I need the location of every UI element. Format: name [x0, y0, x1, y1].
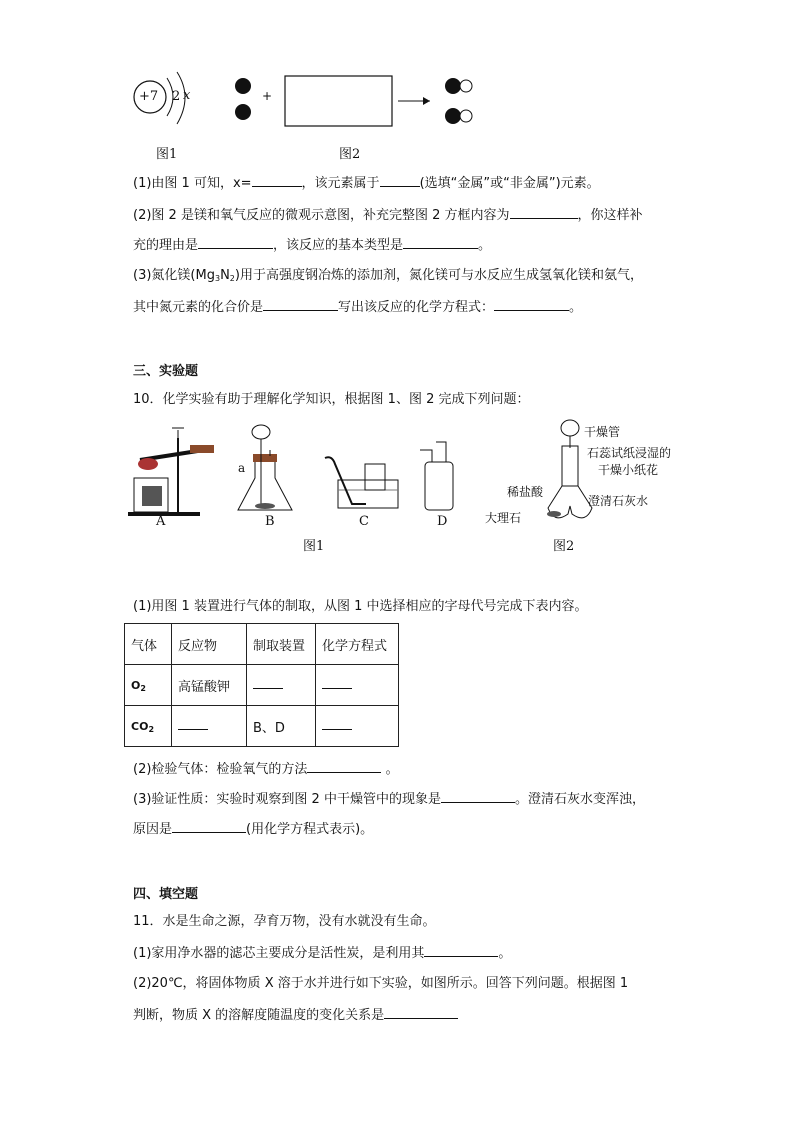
table-row [125, 706, 399, 747]
plus-sign: + [262, 89, 273, 103]
q11-part1: (1)家用净水器的滤芯主要成分是活性炭，是利用其 。 [133, 946, 512, 961]
table-header-cell: 制取装置 [247, 624, 316, 665]
equation-blank-cell[interactable] [316, 665, 399, 706]
gas-preparation-table [124, 623, 399, 747]
blank-equation-o2[interactable] [322, 678, 352, 689]
mgo-o-atom-2 [460, 110, 472, 122]
mg-atom-1 [235, 78, 251, 94]
figure2-caption-top: 图2 [339, 147, 361, 162]
blank-limewater-equation[interactable] [172, 820, 246, 833]
blank-device-o2[interactable] [253, 678, 283, 689]
blank-reactant-co2[interactable] [178, 719, 208, 730]
mgo-mg-atom-2 [445, 108, 461, 124]
apparatus-b [238, 425, 292, 510]
apparatus-label-b: B [265, 514, 275, 529]
figure1-caption: 图1 [303, 539, 325, 554]
table-row [125, 665, 399, 706]
blank-equation-q9[interactable] [494, 298, 569, 311]
blank-element-type[interactable] [380, 174, 420, 187]
label-litmus-paper-1: 石蕊试纸浸湿的 [587, 446, 672, 460]
blank-equation-co2[interactable] [322, 719, 352, 730]
q11-intro: 11．水是生命之源，孕育万物，没有水就没有生命。 [133, 914, 436, 929]
blank-valence[interactable] [263, 298, 338, 311]
device-blank-cell[interactable] [247, 665, 316, 706]
q10-part2: (2)检验气体：检验氧气的方法 。 [133, 762, 399, 777]
reactant-cell: 高锰酸钾 [172, 665, 247, 706]
label-dryer-tube: 干燥管 [584, 425, 621, 439]
gas-cell: $CO_2$ [125, 706, 172, 747]
figure1-caption-top: 图1 [156, 147, 178, 162]
apparatus-pointer-a: a [238, 461, 246, 475]
q9-line-3: 充的理由是 ，该反应的基本类型是 。 [133, 238, 492, 253]
equation-blank-cell[interactable] [316, 706, 399, 747]
blank-box-content[interactable] [510, 206, 578, 219]
shell-electrons-first: 2 [172, 89, 181, 104]
apparatus-label-d: D [437, 514, 448, 529]
q10-part1: (1)用图 1 装置进行气体的制取，从图 1 中选择相应的字母代号完成下表内容。 [133, 599, 588, 614]
table-header-cell: 气体 [125, 624, 172, 665]
blank-observation[interactable] [441, 790, 515, 803]
q9-line-2: (2)图 2 是镁和氧气反应的微观示意图，补充完整图 2 方框内容为 ，你这样补 [133, 208, 643, 223]
gas-cell: $O_2$ [125, 665, 172, 706]
q10-intro: 10．化学实验有助于理解化学知识，根据图 1、图 2 完成下列问题： [133, 392, 530, 407]
mgo-o-atom-1 [460, 80, 472, 92]
table-header-cell: 反应物 [172, 624, 247, 665]
q10-part3: (3)验证性质：实验时观察到图 2 中干燥管中的现象是 。澄清石灰水变浑浊， [133, 792, 645, 807]
blank-reaction-type[interactable] [403, 236, 478, 249]
blank-activated-carbon[interactable] [424, 944, 498, 957]
apparatus-label-a: A [156, 514, 166, 529]
q9-line-1: (1)由图 1 可知，x= ，该元素属于 (选填“金属”或“非金属”)元素。 [133, 176, 600, 191]
blank-reason[interactable] [198, 236, 273, 249]
apparatus-d [420, 442, 453, 510]
section4-title: 四、填空题 [133, 887, 199, 902]
apparatus-figure-1 [120, 420, 470, 525]
q11-part3: 判断，物质 X 的溶解度随温度的变化关系是 [133, 1006, 458, 1024]
q9-line-4: (3)氮化镁$(Mg_3N_2)$用于高强度钢冶炼的添加剂，氮化镁可与水反应生成氢氧化镁和氨气， [133, 268, 643, 283]
reactant-blank-cell[interactable] [172, 706, 247, 747]
label-limewater: 澄清石灰水 [588, 494, 649, 508]
apparatus-c [325, 457, 398, 508]
section3-title: 三、实验题 [133, 364, 199, 379]
nucleus-charge: +7 [139, 89, 159, 104]
figure2-caption: 图2 [553, 539, 575, 554]
label-marble: 大理石 [485, 511, 522, 525]
table-header-cell: 化学方程式 [316, 624, 399, 665]
apparatus-label-c: C [359, 514, 369, 529]
blank-solubility-relation[interactable] [384, 1006, 458, 1019]
table-header-row [125, 624, 399, 665]
atom-structure-diagram [125, 62, 205, 137]
q9-line-5: 其中氮元素的化合价是 写出该反应的化学方程式： 。 [133, 300, 583, 315]
q11-part2: (2)20℃，将固体物质 X 溶于水并进行如下实验，如图所示。回答下列问题。根据图 1 [133, 976, 629, 991]
label-litmus-paper-2: 干燥小纸花 [598, 463, 659, 477]
device-cell: B、D [247, 706, 316, 747]
blank-oxygen-test[interactable] [307, 760, 381, 773]
mg-atom-2 [235, 104, 251, 120]
label-dilute-hcl: 稀盐酸 [507, 485, 544, 499]
q10-part4: 原因是 (用化学方程式表示)。 [133, 822, 374, 837]
mgo-mg-atom-1 [445, 78, 461, 94]
blank-x[interactable] [252, 174, 302, 187]
answer-box [285, 76, 392, 126]
shell-electrons-second: x [183, 88, 191, 103]
apparatus-a [128, 428, 214, 516]
